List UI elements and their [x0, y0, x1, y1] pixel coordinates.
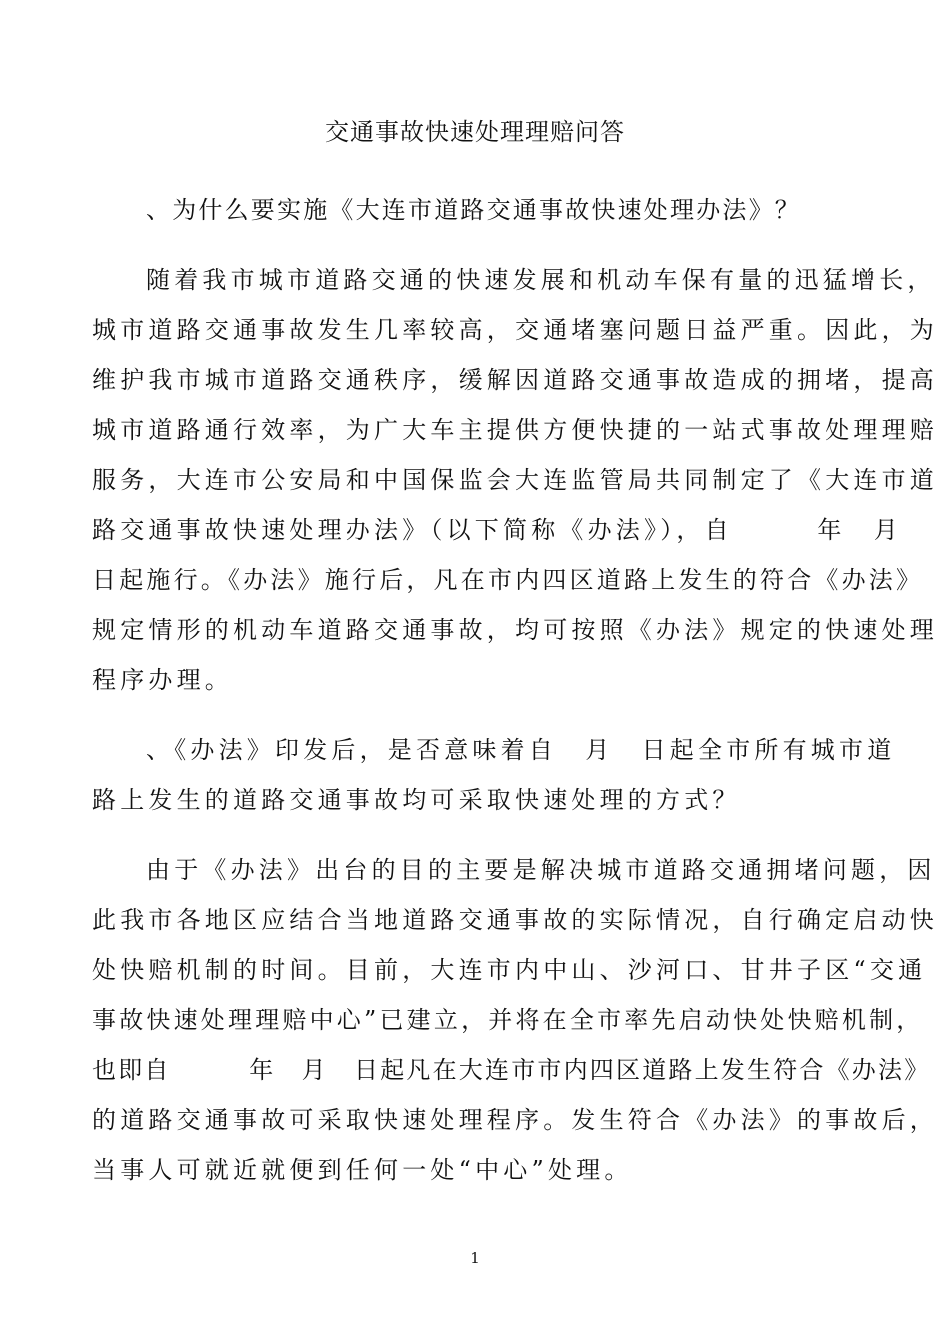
- answer-1-line-3: 维护我市城市道路交通秩序，缓解因道路交通事故造成的拥堵，提高: [92, 366, 938, 394]
- answer-1-line-9: 程序办理。: [92, 666, 233, 694]
- answer-1-line-7: 日起施行。《办法》施行后，凡在市内四区道路上发生的符合《办法》: [92, 566, 924, 594]
- answer-2-line-6: 的道路交通事故可采取快速处理程序。发生符合《办法》的事故后，: [92, 1106, 938, 1134]
- answer-2-line-1: 由于《办法》出台的目的主要是解决城市道路交通拥堵问题，因: [146, 856, 936, 884]
- answer-1-line-6: 路交通事故快速处理办法》（以下简称《办法》），自 年 月: [92, 516, 902, 544]
- answer-1-line-5: 服务，大连市公安局和中国保监会大连监管局共同制定了《大连市道: [92, 466, 938, 494]
- answer-2-line-4: 事故快速处理理赔中心”已建立，并将在全市率先启动快处快赔机制，: [92, 1006, 924, 1034]
- answer-2-line-5: 也即自 年 月 日起凡在大连市市内四区道路上发生符合《办法》: [92, 1056, 931, 1084]
- page-number: 1: [470, 1249, 480, 1267]
- answer-2-line-7: 当事人可就近就便到任何一处“中心”处理。: [92, 1156, 633, 1184]
- answer-1-line-4: 城市道路通行效率，为广大车主提供方便快捷的一站式事故处理理赔: [92, 416, 938, 444]
- question-2-line-1: 、《办法》印发后，是否意味着自 月 日起全市所有城市道: [146, 736, 896, 764]
- answer-1-line-8: 规定情形的机动车道路交通事故，均可按照《办法》规定的快速处理: [92, 616, 938, 644]
- answer-1-line-2: 城市道路交通事故发生几率较高，交通堵塞问题日益严重。因此，为: [92, 316, 938, 344]
- answer-2-line-2: 此我市各地区应结合当地道路交通事故的实际情况，自行确定启动快: [92, 906, 938, 934]
- answer-1-line-1: 随着我市城市道路交通的快速发展和机动车保有量的迅猛增长，: [146, 266, 936, 294]
- document-title: 交通事故快速处理理赔问答: [325, 118, 625, 146]
- question-1: 、为什么要实施《大连市道路交通事故快速处理办法》？: [146, 196, 801, 224]
- answer-2-line-3: 处快赔机制的时间。目前，大连市内中山、沙河口、甘井子区“交通: [92, 956, 927, 984]
- question-2-line-2: 路上发生的道路交通事故均可采取快速处理的方式？: [92, 786, 741, 814]
